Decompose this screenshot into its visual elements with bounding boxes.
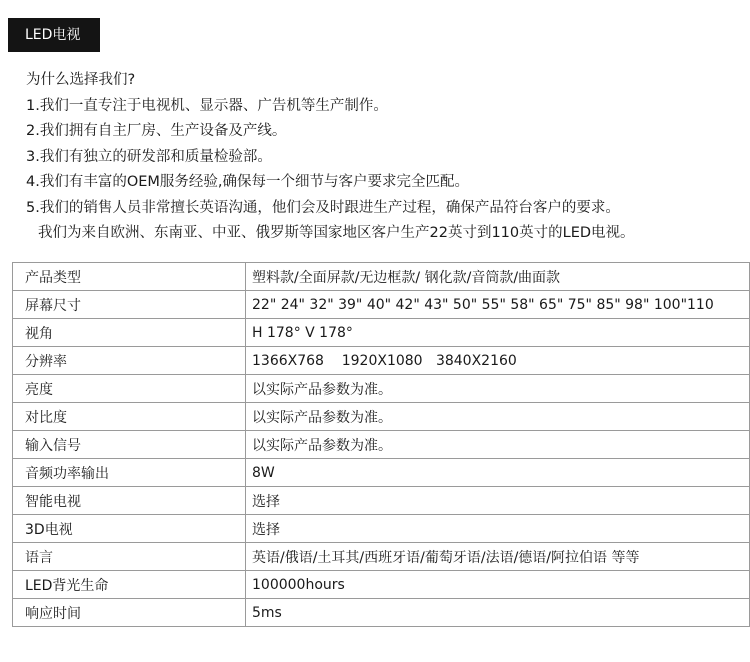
spec-value: 100000hours xyxy=(246,571,750,599)
spec-label: 3D电视 xyxy=(13,515,246,543)
spec-label: 视角 xyxy=(13,319,246,347)
table-row xyxy=(13,459,750,487)
table-row xyxy=(13,263,750,291)
spec-label: 输入信号 xyxy=(13,431,246,459)
spec-value: 8W xyxy=(246,459,750,487)
spec-value: 选择 xyxy=(246,487,750,515)
intro-question: 为什么选择我们? xyxy=(26,72,136,88)
spec-label: 屏幕尺寸 xyxy=(13,291,246,319)
spec-value: 选择 xyxy=(246,515,750,543)
spec-table xyxy=(12,262,750,627)
table-row xyxy=(13,487,750,515)
spec-label: 响应时间 xyxy=(13,599,246,627)
spec-value: H 178° V 178° xyxy=(246,319,750,347)
spec-value: 5ms xyxy=(246,599,750,627)
spec-value: 以实际产品参数为准。 xyxy=(246,431,750,459)
spec-value: 英语/俄语/土耳其/西班牙语/葡萄牙语/法语/德语/阿拉伯语 等等 xyxy=(246,543,750,571)
spec-label: 对比度 xyxy=(13,403,246,431)
intro-point-3: 3.我们有独立的研发部和质量检验部。 xyxy=(26,148,272,165)
intro-text xyxy=(26,68,635,247)
spec-value: 以实际产品参数为准。 xyxy=(246,403,750,431)
section-badge: LED电视 xyxy=(8,18,100,52)
spec-label: 音频功率输出 xyxy=(13,459,246,487)
intro-point-1: 1.我们一直专注于电视机、显示器、广告机等生产制作。 xyxy=(26,97,388,114)
intro-closing: 我们为来自欧洲、东南亚、中亚、俄罗斯等国家地区客户生产22英寸到110英寸的LED电视。 xyxy=(38,225,635,241)
intro-point-2: 2.我们拥有自主厂房、生产设备及产线。 xyxy=(26,123,287,139)
table-row xyxy=(13,347,750,375)
intro-point-4: 4.我们有丰富的OEM服务经验,确保每一个细节与客户要求完全匹配。 xyxy=(26,174,470,190)
table-row xyxy=(13,543,750,571)
spec-value: 22" 24" 32" 39" 40" 42" 43" 50" 55" 58" 65" 75" 85" 98" 100"110 xyxy=(246,291,750,319)
spec-label: 亮度 xyxy=(13,375,246,403)
spec-value: 塑料款/全面屏款/无边框款/ 钢化款/音筒款/曲面款 xyxy=(246,263,750,291)
spec-label: LED背光生命 xyxy=(13,571,246,599)
table-row xyxy=(13,431,750,459)
spec-label: 分辨率 xyxy=(13,347,246,375)
spec-label: 语言 xyxy=(13,543,246,571)
table-row xyxy=(13,319,750,347)
intro-point-5: 5.我们的销售人员非常擅长英语沟通，他们会及时跟进生产过程，确保产品符台客户的要求。 xyxy=(26,199,620,216)
spec-label: 智能电视 xyxy=(13,487,246,515)
table-row xyxy=(13,291,750,319)
spec-label: 产品类型 xyxy=(13,263,246,291)
table-row xyxy=(13,375,750,403)
table-row xyxy=(13,599,750,627)
spec-value: 以实际产品参数为准。 xyxy=(246,375,750,403)
table-row xyxy=(13,571,750,599)
spec-value: 1366X768 1920X1080 3840X2160 xyxy=(246,347,750,375)
table-row xyxy=(13,403,750,431)
table-row xyxy=(13,515,750,543)
